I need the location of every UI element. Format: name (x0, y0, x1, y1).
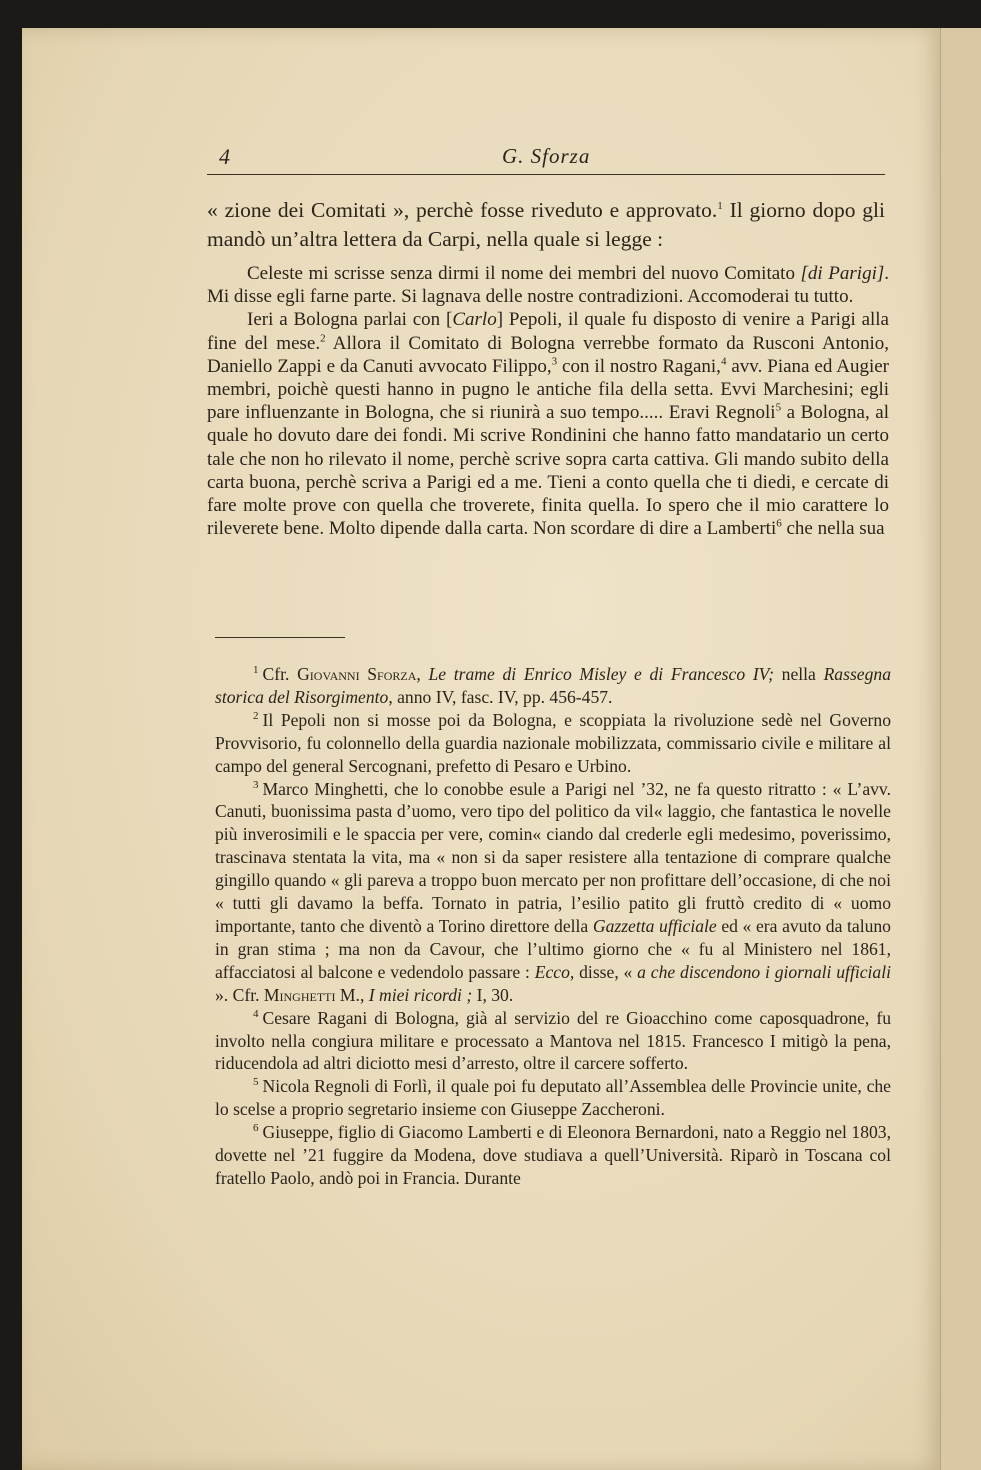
footnote-ref-4: 4 (720, 355, 727, 368)
footnote-ref-2: 2 (320, 332, 326, 345)
intro-text-a: « zione dei Comitati », perchè fosse riveduto e approvato. (207, 198, 718, 222)
quote-paragraph-1 (207, 262, 889, 308)
footnote-text: nella (773, 664, 824, 684)
quote-text: che nella sua (781, 518, 885, 540)
intro-text-b: Il giorno dopo gli mandò un’altra lettera da Carpi, nella quale si legge : (207, 198, 885, 251)
footnote-2 (215, 709, 891, 778)
footnote-text: Nicola Regnoli di Forlì, il quale poi fu deputato all’Assemblea delle Provincie unite, che lo scelse a proprio segretario insieme con Giuseppe Zaccheroni. (215, 1076, 891, 1120)
footnote-text: ed « era avuto da taluno in gran stima ; ma non da Cavour, che l’ultimo giorno che « fu al Ministero nel 1861, affacciatosi al balcone e vedendolo passare : (215, 915, 891, 982)
footnote-number: 4 (253, 1007, 259, 1020)
footnote-text: ». Cfr. (215, 984, 264, 1005)
footnote-text: Marco Minghetti, che lo conobbe esule a Parigi nel ’32, ne fa questo ritratto : « L’avv. Canuti, buonissima pasta d’uomo, vero tipo del politico da vil« laggio, che fantastica le novelle più inverosimili e le spaccia per vere, comin« ciando dal crederle egli medesimo, poverissimo, trascinava stentata la vita, ma « non si da saper resistere alla tentazione di comprare qualche gingillo quando « gli pareva a troppo buon mercato per non profittare dell’occasione, di che noi « tutti gli davamo la beffa. Tornato in patria, l’esilio patito gli fruttò credito di « uomo importante, tanto che diventò a Torino direttore della (215, 778, 891, 936)
footnote-italic: Gazzetta ufficiale (592, 915, 717, 936)
footnote-divider (215, 637, 345, 638)
quote-italic: Carlo (452, 309, 497, 331)
footnote-1 (215, 663, 891, 709)
quote-text: con il nostro Ragani, (557, 355, 721, 377)
footnotes (215, 663, 891, 1190)
quote-text: ] Pepoli, il quale fu disposto di venire a Parigi alla fine del mese. (207, 309, 889, 354)
quote-text: a Bologna, al quale ho dovuto dare dei fondi. Mi scrive Rondinini che hanno fatto mandatario un certo tale che non ho rilevato il nome, perchè scrive sopra carta cattiva. Gli mando subito della carta buona, perchè scriva a Parigi ed a me. Tieni a conto quella che ti diedi, e cercate di fare molte prove con quella che troverete, finita quella. Io spero che il mio carattere lo rileverete bene. Molto dipende dalla carta. Non scordare di dire a Lamberti (207, 402, 889, 540)
footnote-ref-6: 6 (776, 517, 782, 530)
footnote-6 (215, 1121, 891, 1190)
footnote-number: 1 (253, 664, 259, 677)
footnote-number: 5 (253, 1076, 259, 1089)
footnote-number: 6 (253, 1122, 259, 1135)
quote-text: Celeste mi scrisse senza dirmi il nome dei membri del nuovo Comitato (247, 263, 801, 284)
quote-text: avv. Piana ed Augier membri, poichè questi hanno in pugno le antiche fila della setta. Evvi Marchesini; egli pare influenzante in Bologna, che si riunirà a suo tempo..... Eravi Regnoli (207, 355, 889, 424)
footnote-ref-1: 1 (717, 199, 723, 212)
quote-text: Allora il Comitato di Bologna verrebbe formato da Rusconi Antonio, Daniello Zappi e da Canuti avvocato Filippo, (207, 332, 889, 377)
footnote-author: Giovanni Sforza (297, 664, 417, 684)
footnote-5 (215, 1075, 891, 1121)
footnote-ref-3: 3 (551, 355, 558, 368)
footnote-text: disse, « (574, 961, 638, 982)
running-title: G. Sforza (502, 144, 591, 168)
quote-text: Ieri a Bologna parlai con [ (247, 309, 453, 331)
footnote-text: , anno IV, fasc. IV, pp. 456-457. (388, 686, 613, 707)
quoted-letter (207, 262, 889, 540)
next-page-edge (940, 28, 981, 1470)
page-number: 4 (219, 144, 230, 169)
footnote-number: 3 (253, 778, 259, 791)
footnote-number: 2 (253, 709, 259, 722)
footnote-italic: a che discendono i giornali ufficiali (637, 961, 891, 982)
footnote-journal: Rassegna storica del Risorgimento (215, 664, 891, 707)
footnote-3 (215, 778, 891, 1007)
footnote-ref-5: 5 (775, 401, 782, 414)
quote-italic: [di Parigi] (800, 263, 885, 284)
footnote-4 (215, 1007, 891, 1076)
footnote-title: I miei ricordi ; (368, 984, 473, 1005)
main-text (207, 196, 885, 254)
footnote-title: Le trame di Enrico Misley e di Francesco IV; (428, 664, 774, 684)
quote-paragraph-2 (207, 308, 889, 540)
running-head (207, 142, 885, 175)
footnote-text: M., (335, 984, 369, 1005)
footnote-text: Giuseppe, figlio di Giacomo Lamberti e di Eleonora Bernardoni, nato a Reggio nel 1803, dovette nel ’21 fuggire da Modena, dove studiava a quell’Università. Riparò in Toscana col fratello Paolo, andò poi in Francia. Durante (215, 1122, 891, 1188)
footnote-text: I, 30. (472, 984, 514, 1005)
footnote-text: Il Pepoli non si mosse poi da Bologna, e scoppiata la rivoluzione sedè nel Governo Provvisorio, fu colonnello della guardia nazionale mobilizzata, commissario civile e militare al campo del general Sercognani, prefetto di Pesaro e Urbino. (215, 709, 891, 776)
footnote-author: Minghetti (263, 984, 336, 1005)
footnote-text: , (416, 664, 429, 684)
quote-text: . Mi disse egli farne parte. Si lagnava delle nostre contradizioni. Accomoderai tu tutto. (207, 263, 889, 308)
footnote-text: Cesare Ragani di Bologna, già al servizio del re Gioacchino come caposquadrone, fu involto nella congiura militare e processato a Mantova nel 1815. Francesco I mitigò la pena, riducendola ad altri diciotto mesi d’arresto, oltre il carcere sofferto. (215, 1007, 891, 1074)
intro-paragraph (207, 196, 885, 254)
footnote-text: Cfr. (262, 664, 298, 684)
footnote-italic: Ecco, (534, 961, 575, 982)
